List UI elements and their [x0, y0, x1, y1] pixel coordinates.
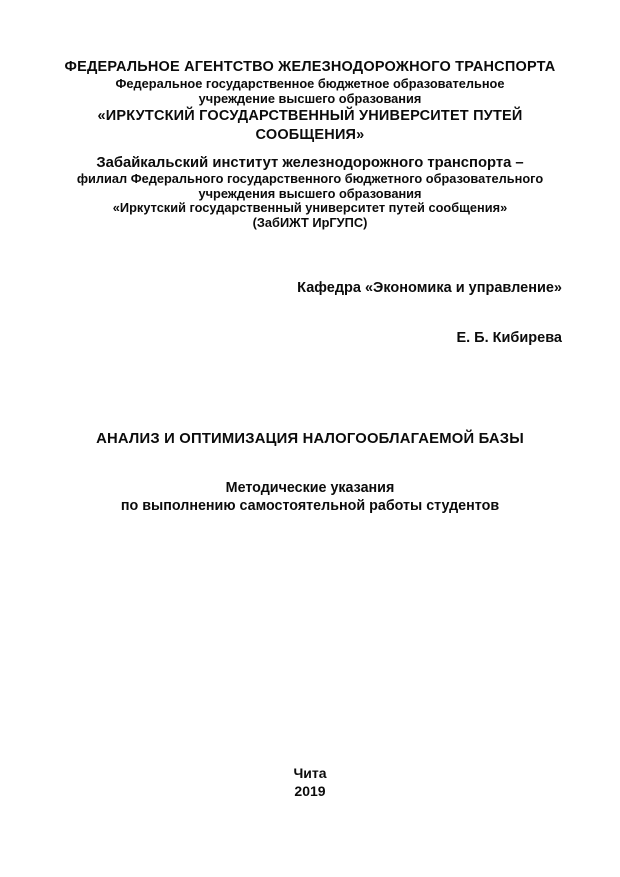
document-title: АНАЛИЗ И ОПТИМИЗАЦИЯ НАЛОГООБЛАГАЕМОЙ БАЗЫ	[96, 431, 524, 447]
federal-agency-header	[50, 57, 570, 144]
author-name: Е. Б. Кибирева	[456, 330, 562, 346]
subtitle-line-1: Методические указания	[225, 480, 395, 496]
institute-university-line: «Иркутский государственный университет путей сообщения»	[112, 200, 508, 215]
university-name-line-1: «ИРКУТСКИЙ ГОСУДАРСТВЕННЫЙ УНИВЕРСИТЕТ ПУТЕЙ	[97, 108, 523, 124]
org-type-line-2: учреждение высшего образования	[198, 90, 422, 106]
institute-header	[50, 154, 570, 230]
institute-abbreviation: (ЗабИЖТ ИрГУПС)	[252, 214, 368, 230]
university-name-line-2: СООБЩЕНИЯ»	[255, 127, 365, 143]
institute-org-type-line: учреждения высшего образования	[198, 185, 422, 201]
institute-name: Забайкальский институт железнодорожного транспорта –	[96, 155, 524, 171]
subtitle-line-2: по выполнению самостоятельной работы студентов	[120, 498, 500, 514]
agency-name: ФЕДЕРАЛЬНОЕ АГЕНТСТВО ЖЕЛЕЗНОДОРОЖНОГО ТРАНСПОРТА	[64, 59, 556, 75]
imprint-city: Чита	[293, 765, 327, 781]
department-name: Кафедра «Экономика и управление»	[297, 280, 562, 296]
imprint	[0, 764, 620, 800]
imprint-year: 2019	[294, 783, 326, 799]
document-subtitle	[40, 479, 580, 515]
org-type-line-1: Федеральное государственное бюджетное образовательное	[115, 76, 505, 91]
institute-branch-line: филиал Федерального государственного бюджетного образовательного	[76, 171, 544, 186]
